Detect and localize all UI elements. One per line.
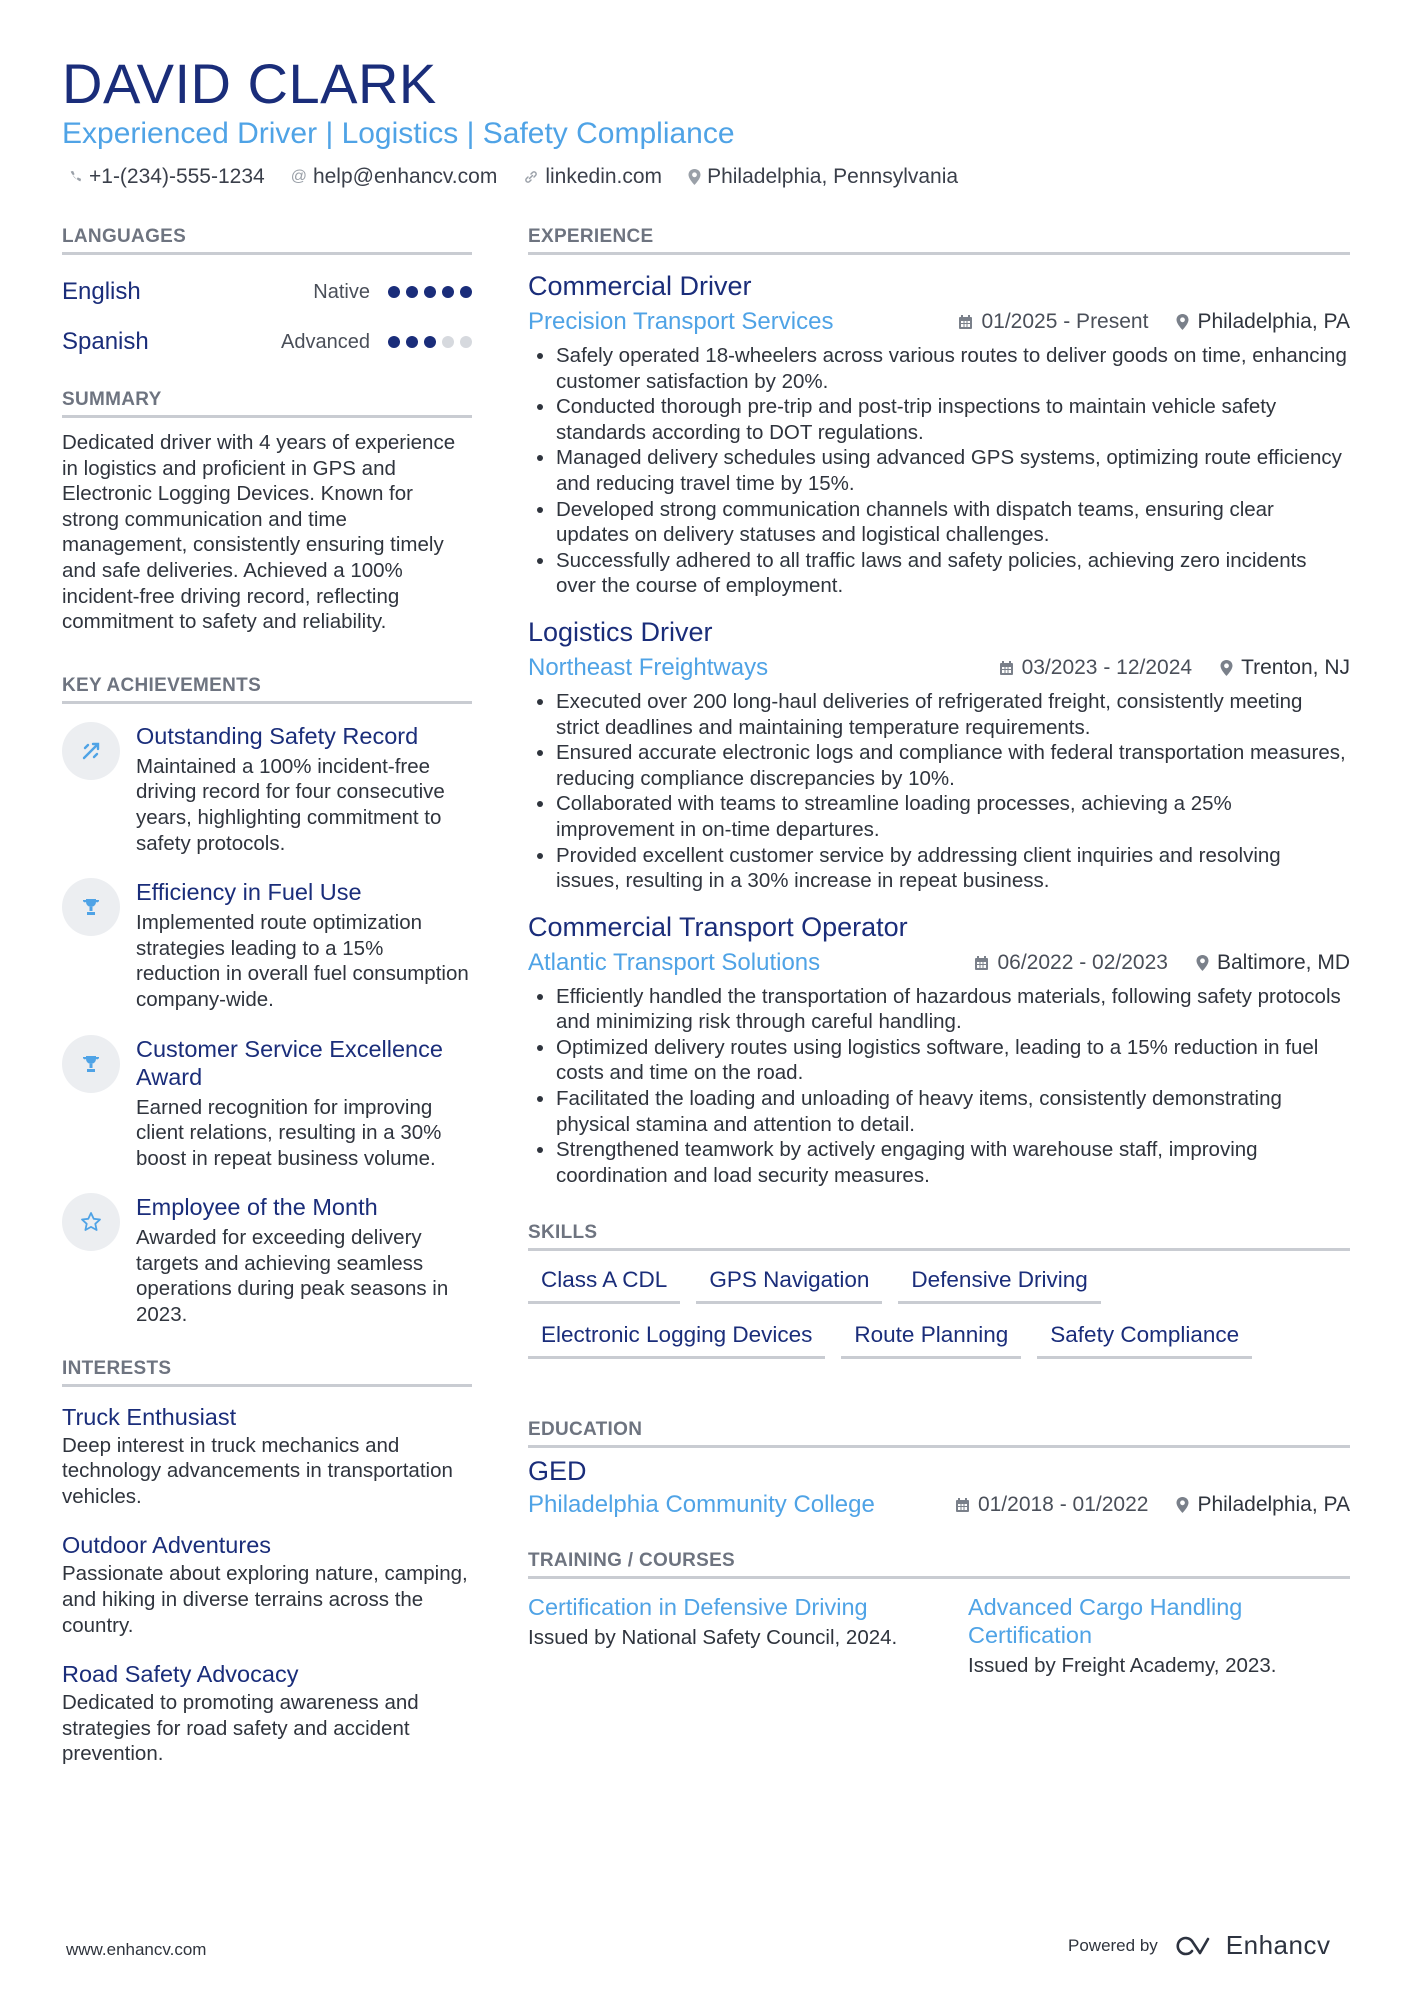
job-bullets — [528, 343, 1350, 599]
school-name: Philadelphia Community College — [528, 1491, 875, 1519]
rating-dot — [406, 286, 418, 298]
job-entry — [528, 615, 1350, 894]
job-location-text: Baltimore, MD — [1216, 950, 1350, 974]
language-item — [62, 267, 472, 317]
language-rating — [388, 336, 472, 348]
skill-tag: Electronic Logging Devices — [528, 1318, 825, 1359]
job-bullets — [528, 984, 1350, 1189]
summary-heading: SUMMARY — [62, 389, 472, 418]
contact-email-text: help@enhancv.com — [312, 165, 498, 188]
achievements-heading: KEY ACHIEVEMENTS — [62, 675, 472, 704]
road-icon — [62, 722, 120, 780]
skill-tag: GPS Navigation — [696, 1263, 882, 1304]
job-bullet: • Safely operated 18-wheelers across various routes to deliver goods on time, enhancing customer satisfaction by 20%. — [556, 343, 1350, 394]
calendar-icon — [955, 1497, 970, 1513]
job-bullet: • Provided excellent customer service by addressing client inquiries and resolving issues, resulting in a 30% increase in repeat business. — [556, 843, 1350, 894]
job-dates — [974, 951, 1167, 975]
course-title: Advanced Cargo Handling Certification — [968, 1594, 1243, 1649]
enhancv-logo-mark — [1172, 1935, 1218, 1957]
skills-section — [528, 1222, 1350, 1359]
star-icon — [62, 1193, 120, 1251]
location-icon — [1176, 314, 1189, 330]
interest-title: Road Safety Advocacy — [62, 1661, 299, 1688]
interest-text: Dedicated to promoting awareness and strategies for road safety and accident prevention. — [62, 1691, 419, 1766]
achievement-text: Maintained a 100% incident-free driving record for four consecutive years, highlighting commitment to safety protocols. — [136, 754, 445, 855]
education-meta — [528, 1488, 1350, 1522]
job-meta — [528, 305, 1350, 339]
calendar-icon — [958, 314, 973, 330]
job-location-text: Trenton, NJ — [1241, 655, 1350, 679]
interest-title: Outdoor Adventures — [62, 1532, 272, 1559]
achievement-text: Awarded for exceeding delivery targets and achieving seamless operations during peak seasons in 2023. — [136, 1226, 449, 1327]
job-bullet: • Ensured accurate electronic logs and compliance with federal transportation measures, reducing compliance discrepancies by 10%. — [556, 740, 1350, 791]
education-location — [1176, 1493, 1350, 1517]
interest-item — [62, 1531, 472, 1638]
language-level: Advanced — [281, 330, 370, 353]
achievement-item — [62, 878, 472, 1012]
contact-linkedin-text: linkedin.com — [545, 165, 663, 188]
job-dates-text: 03/2023 - 12/2024 — [1021, 655, 1193, 679]
course-item — [528, 1593, 908, 1679]
education-location-text: Philadelphia, PA — [1197, 1493, 1350, 1517]
contact-email[interactable] — [291, 165, 498, 189]
rating-dot — [388, 336, 400, 348]
education-degree: GED — [528, 1456, 587, 1487]
skills-heading: SKILLS — [528, 1222, 1350, 1251]
company-name: Northeast Freightways — [528, 653, 769, 681]
rating-dot — [424, 336, 436, 348]
job-bullet: • Conducted thorough pre-trip and post-trip inspections to maintain vehicle safety standards according to DOT regulations. — [556, 394, 1350, 445]
skill-tag: Route Planning — [841, 1318, 1021, 1359]
job-meta — [528, 946, 1350, 980]
contact-bar — [68, 165, 958, 189]
achievement-item — [62, 722, 472, 856]
right-column — [528, 226, 1350, 1679]
achievement-text: Implemented route optimization strategies leading to a 15% reduction in overall fuel consumption company-wide. — [136, 911, 469, 1011]
candidate-name: DAVID CLARK — [62, 52, 437, 115]
email-icon: @ — [290, 168, 307, 185]
contact-location — [688, 165, 958, 189]
contact-phone[interactable] — [68, 165, 265, 189]
education-dates — [955, 1493, 1148, 1517]
interest-title: Truck Enthusiast — [62, 1403, 237, 1430]
left-column — [62, 226, 472, 1789]
job-location — [1220, 656, 1350, 680]
job-location-text: Philadelphia, PA — [1197, 310, 1350, 333]
company-name: Precision Transport Services — [528, 308, 834, 335]
job-bullet: • Optimized delivery routes using logistics software, leading to a 15% reduction in fuel costs and time on the road. — [556, 1035, 1350, 1086]
achievement-title: Employee of the Month — [136, 1194, 378, 1221]
language-name: English — [62, 278, 141, 305]
job-location — [1196, 951, 1350, 975]
course-item — [968, 1593, 1348, 1679]
languages-heading: LANGUAGES — [62, 226, 472, 255]
job-entry — [528, 269, 1350, 599]
interest-text: Deep interest in truck mechanics and technology advancements in transportation vehicles. — [62, 1433, 453, 1508]
achievement-title: Efficiency in Fuel Use — [136, 879, 362, 906]
skill-tag: Defensive Driving — [898, 1263, 1100, 1304]
education-dates-text: 01/2018 - 01/2022 — [977, 1493, 1149, 1517]
course-issuer: Issued by National Safety Council, 2024. — [528, 1626, 898, 1650]
interest-item — [62, 1660, 472, 1767]
interest-item — [62, 1403, 472, 1510]
job-bullet: • Strengthened teamwork by actively engaging with warehouse staff, improving coordination and load security measures. — [556, 1137, 1350, 1188]
course-issuer: Issued by Freight Academy, 2023. — [968, 1654, 1277, 1678]
language-rating — [388, 286, 472, 298]
job-title: Logistics Driver — [528, 616, 713, 647]
link-icon — [523, 169, 539, 185]
location-icon — [1196, 955, 1209, 971]
achievement-text: Earned recognition for improving client relations, resulting in a 30% boost in repeat business volume. — [136, 1095, 442, 1170]
job-bullet: • Managed delivery schedules using advanced GPS systems, optimizing route efficiency and reducing travel time by 15%. — [556, 445, 1350, 496]
job-bullet: • Developed strong communication channels with dispatch teams, ensuring clear updates on delivery statuses and logistical challenges. — [556, 497, 1350, 548]
job-location — [1176, 310, 1350, 334]
training-section — [528, 1550, 1350, 1679]
achievement-item — [62, 1193, 472, 1327]
achievements-section — [62, 675, 472, 1328]
language-item — [62, 317, 472, 367]
language-name: Spanish — [62, 328, 149, 355]
summary-section — [62, 389, 472, 635]
location-icon — [688, 169, 701, 185]
calendar-icon — [974, 955, 989, 971]
phone-icon — [68, 170, 83, 185]
course-title: Certification in Defensive Driving — [528, 1594, 868, 1621]
headline: Experienced Driver | Logistics | Safety Compliance — [62, 117, 735, 150]
job-title: Commercial Driver — [528, 271, 752, 301]
company-name: Atlantic Transport Solutions — [528, 948, 821, 976]
contact-location-text: Philadelphia, Pennsylvania — [707, 165, 959, 188]
job-dates — [958, 310, 1148, 334]
rating-dot-empty — [460, 336, 472, 348]
enhancv-logo — [1172, 1930, 1331, 1961]
interests-section — [62, 1358, 472, 1767]
achievement-title: Outstanding Safety Record — [136, 722, 419, 749]
contact-phone-text: +1-(234)-555-1234 — [89, 165, 265, 188]
languages-section — [62, 226, 472, 367]
job-meta — [528, 651, 1350, 685]
rating-dot — [388, 286, 400, 298]
trophy-icon — [62, 878, 120, 936]
calendar-icon — [999, 660, 1014, 676]
rating-dot — [460, 286, 472, 298]
skills-list — [528, 1263, 1350, 1359]
skill-tag: Safety Compliance — [1037, 1318, 1252, 1359]
summary-text: Dedicated driver with 4 years of experience in logistics and proficient in GPS and Electronic Logging Devices. Known for strong communication and time management, consistently ensuring timely and safe deliveries. Achieved a 100% incident-free driving record, reflecting commitment to safety and reliability. — [62, 431, 456, 634]
job-dates — [999, 656, 1192, 680]
job-title: Commercial Transport Operator — [528, 911, 908, 942]
job-entry — [528, 910, 1350, 1189]
experience-section — [528, 226, 1350, 1188]
job-bullets — [528, 689, 1350, 894]
powered-by-label: Powered by — [1068, 1935, 1158, 1955]
job-dates-text: 06/2022 - 02/2023 — [997, 950, 1168, 974]
job-bullet: • Executed over 200 long-haul deliveries of refrigerated freight, consistently meeting strict deadlines and maintaining temperature requirements. — [556, 689, 1350, 740]
job-bullet: • Efficiently handled the transportation of hazardous materials, following safety protocols and minimizing risk through careful handling. — [556, 984, 1350, 1035]
footer-branding[interactable] — [1068, 1930, 1330, 1961]
interests-heading: INTERESTS — [62, 1358, 472, 1387]
achievement-title: Customer Service Excellence Award — [136, 1035, 443, 1090]
contact-linkedin[interactable] — [523, 165, 662, 189]
interest-text: Passionate about exploring nature, camping, and hiking in diverse terrains across the country. — [62, 1562, 468, 1637]
rating-dot — [442, 286, 454, 298]
location-icon — [1220, 660, 1233, 676]
training-heading: TRAINING / COURSES — [528, 1550, 1350, 1579]
rating-dot-empty — [442, 336, 454, 348]
job-dates-text: 01/2025 - Present — [981, 310, 1149, 333]
training-list — [528, 1593, 1350, 1679]
location-icon — [1176, 1497, 1189, 1513]
job-bullet: • Successfully adhered to all traffic laws and safety policies, achieving zero incidents over the course of employment. — [556, 548, 1350, 599]
brand-name: Enhancv — [1225, 1930, 1331, 1960]
rating-dot — [406, 336, 418, 348]
footer-website[interactable]: www.enhancv.com — [66, 1940, 207, 1959]
achievement-item — [62, 1035, 472, 1172]
trophy-icon — [62, 1035, 120, 1093]
experience-heading: EXPERIENCE — [528, 226, 1350, 255]
rating-dot — [424, 286, 436, 298]
job-bullet: • Collaborated with teams to streamline loading processes, achieving a 25% improvement in on-time departures. — [556, 791, 1350, 842]
education-section — [528, 1419, 1350, 1522]
education-heading: EDUCATION — [528, 1419, 1350, 1448]
language-level: Native — [313, 280, 370, 303]
job-bullet: • Facilitated the loading and unloading of heavy items, consistently demonstrating physical stamina and attention to detail. — [556, 1086, 1350, 1137]
skill-tag: Class A CDL — [528, 1263, 680, 1304]
